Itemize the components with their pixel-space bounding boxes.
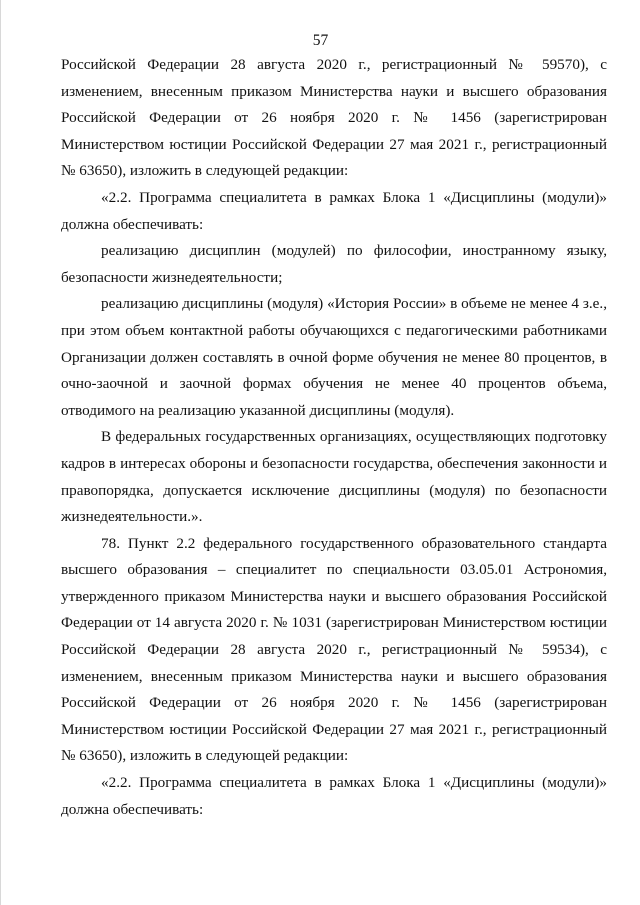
paragraph-history-russia: реализацию дисциплины (модуля) «История России» в объеме не менее 4 з.е., при этом объем контактной работы обучающихся с педагогическими работниками Организации должен составлять в очной форме обучения не менее 80 процентов, в очно-заочной и заочной формах обучения не менее 40 процентов объема, отводимого на реализацию указанной дисциплины (модуля).	[61, 295, 607, 419]
paragraph-quote-2-2-second: «2.2. Программа специалитета в рамках Блока 1 «Дисциплины (модули)» должна обеспечивать:	[61, 774, 607, 818]
paragraph-disciplines: реализацию дисциплин (модулей) по философии, иностранному языку, безопасности жизнедеятельности;	[61, 242, 607, 286]
paragraph-item-78: 78. Пункт 2.2 федерального государственного образовательного стандарта высшего образования – специалитет по специальности 03.05.01 Астрономия, утвержденного приказом Министерства науки и высшего образования Российской Федерации от 14 августа 2020 г. № 1031 (зарегистрирован Министерством юстиции Российской Федерации 28 августа 2020 г., регистрационный № 59534), с изменением, внесенным приказом Министерства науки и высшего образования Российской Федерации от 26 ноября 2020 г. № 1456 (зарегистрирован Министерством юстиции Российской Федерации 27 мая 2021 г., регистрационный № 63650), изложить в следующей редакции:	[61, 534, 607, 765]
document-body	[61, 52, 607, 823]
paragraph-continuation: Российской Федерации 28 августа 2020 г., регистрационный № 59570), с изменением, внесенным приказом Министерства науки и высшего образования Российской Федерации от 26 ноября 2020 г. № 1456 (зарегистрирован Министерством юстиции Российской Федерации 27 мая 2021 г., регистрационный № 63650), изложить в следующей редакции:	[61, 56, 607, 180]
paragraph-federal-organizations: В федеральных государственных организациях, осуществляющих подготовку кадров в интересах обороны и безопасности государства, обеспечения законности и правопорядка, допускается исключение дисциплины (модуля) по безопасности жизнедеятельности.».	[61, 428, 607, 526]
paragraph-quote-2-2: «2.2. Программа специалитета в рамках Блока 1 «Дисциплины (модули)» должна обеспечивать:	[61, 188, 607, 233]
page-number: 57	[312, 32, 329, 49]
